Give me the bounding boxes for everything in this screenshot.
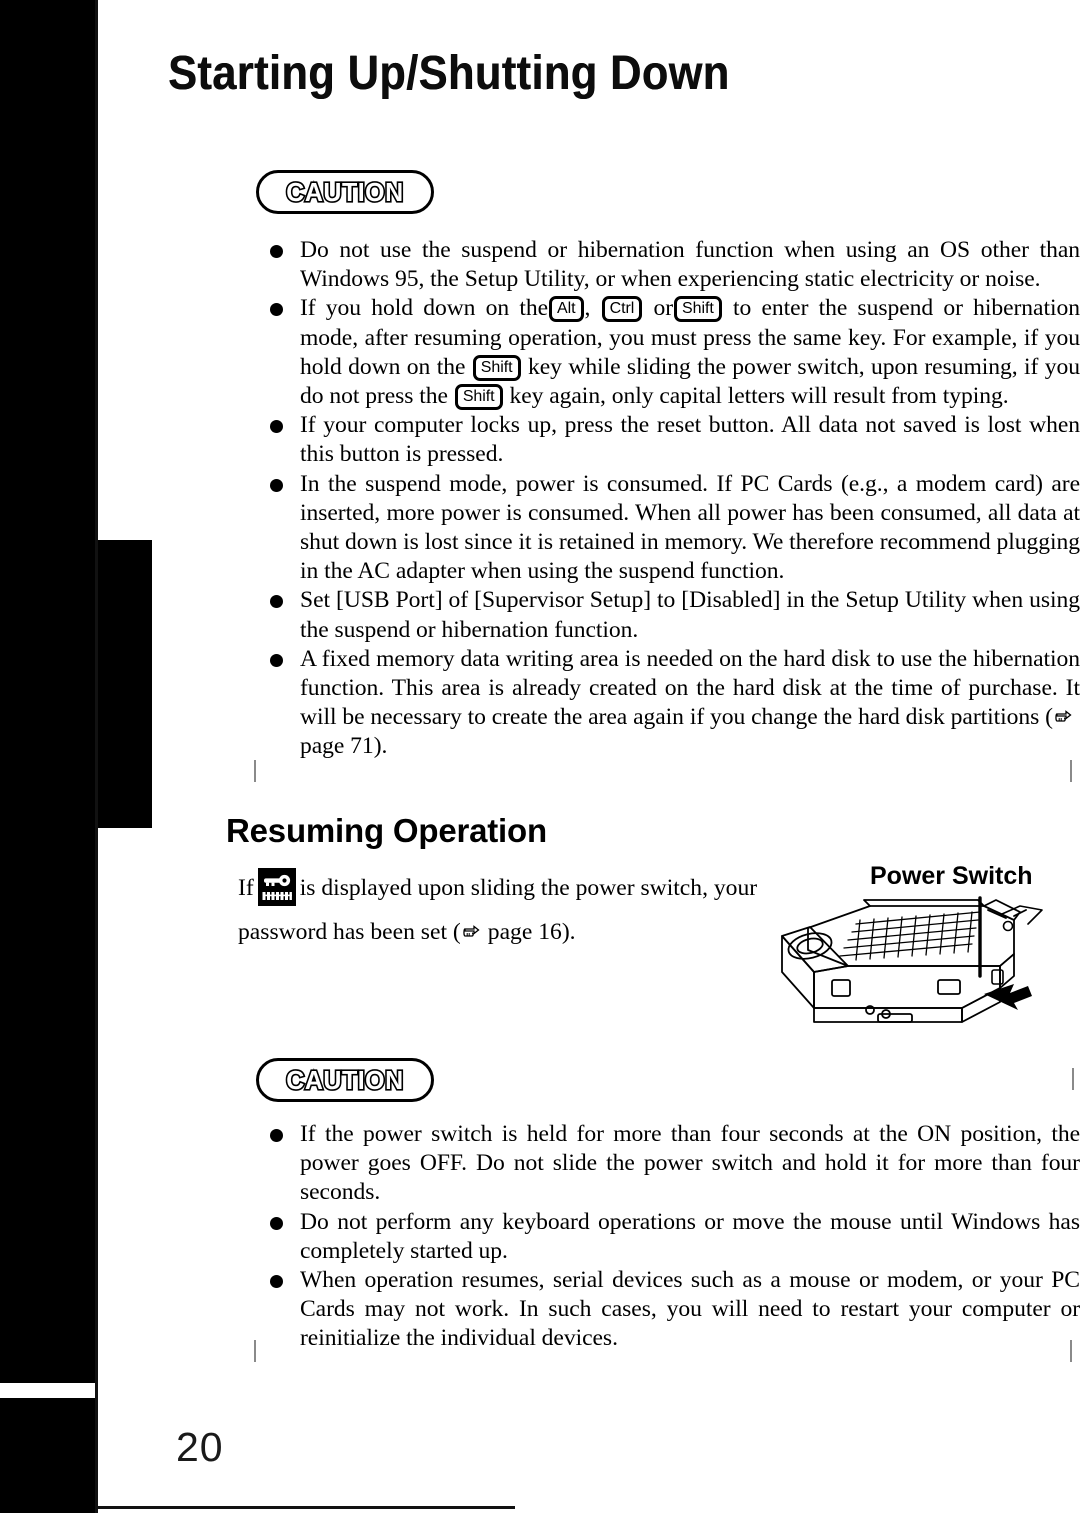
caution-top-item-2-part-b: ,	[584, 295, 591, 322]
caution-bottom-list	[264, 1120, 1080, 1354]
bullet-dot-icon	[270, 1275, 283, 1288]
bullet-dot-icon	[270, 420, 283, 433]
scan-tick-mark	[1070, 1340, 1072, 1362]
caution-badge-bottom	[256, 1058, 434, 1102]
power-switch-callout-label: Power Switch	[870, 862, 1033, 890]
caution-top-item-3	[264, 411, 1080, 469]
left-binding-margin-lower	[0, 1398, 95, 1513]
caution-badge-top-label: CAUTION	[286, 178, 404, 208]
chapter-thumb-tab	[98, 540, 152, 828]
caution-top-item-4	[264, 470, 1080, 587]
caution-top-item-2-part-d: to enter the suspend or hibernation mode, after resuming operation, you must press the same key. For example, if you hold down on the	[300, 295, 1080, 380]
pointing-hand-icon	[1055, 710, 1079, 725]
resuming-text-b: is displayed upon sliding the power switch, your password has been set (	[238, 875, 758, 945]
power-switch-illustration	[752, 862, 1080, 1067]
page-title: Starting Up/Shutting Down	[168, 44, 730, 100]
caution-bottom-item-1	[264, 1120, 1080, 1208]
bullet-dot-icon	[270, 654, 283, 667]
caution-badge-top	[256, 170, 434, 214]
left-binding-margin	[0, 0, 95, 1383]
caution-top-item-2-part-a: If you hold down on the	[300, 295, 548, 322]
bullet-dot-icon	[270, 1217, 283, 1230]
pointing-hand-icon	[463, 925, 487, 940]
bullet-dot-icon	[270, 1129, 283, 1142]
caution-top-item-5-text: Set [USB Port] of [Supervisor Setup] to [Disabled] in the Setup Utility when using the suspend or hibernation function.	[300, 587, 1080, 643]
caution-top-item-6	[264, 645, 1080, 762]
caution-top-item-4-text: In the suspend mode, power is consumed. If PC Cards (e.g., a modem card) are inserted, more power is consumed. When all power has been consumed, all data at shut down is lost since it is retained in memory. We therefore recommend plugging in the AC adapter when using the suspend function.	[300, 470, 1080, 585]
scan-tick-mark	[1072, 1068, 1074, 1090]
caution-top-item-2-part-e: key while sliding the power switch, upon resuming, if you do not press the	[300, 353, 1080, 410]
resuming-text-a: If	[238, 875, 254, 901]
laptop-line-drawing	[752, 862, 1080, 1067]
bullet-dot-icon	[270, 479, 283, 492]
resuming-text-c: ).	[561, 919, 576, 945]
caution-bottom-item-2-text: Do not perform any keyboard operations or move the mouse until Windows has completely started up.	[300, 1208, 1080, 1264]
caution-top-item-3-text: If your computer locks up, press the reset button. All data not saved is lost when this button is pressed.	[300, 412, 1080, 468]
caution-top-item-6-part-b: ).	[373, 733, 388, 760]
page-number: 20	[176, 1424, 224, 1470]
caution-top-item-6-part-a: A fixed memory data writing area is needed on the hard disk to use the hibernation function. This area is already created on the hard disk at the time of purchase. It will be necessary to create the area again if you change the hard disk partitions (	[300, 645, 1080, 731]
bullet-dot-icon	[270, 303, 283, 316]
caution-top-list	[264, 236, 1080, 762]
caution-top-item-5	[264, 586, 1080, 644]
caution-badge-bottom-label: CAUTION	[286, 1066, 404, 1096]
caution-top-item-1	[264, 236, 1080, 294]
keycap-shift-3: Shift	[455, 384, 503, 410]
keycap-shift-1: Shift	[674, 296, 722, 322]
scan-tick-mark	[254, 760, 256, 782]
bullet-dot-icon	[270, 595, 283, 608]
resuming-page-ref: page 16	[487, 919, 562, 945]
caution-bottom-item-1-text: If the power switch is held for more than four seconds at the ON position, the power goes OFF. Do not slide the power switch and hold it for more than four seconds.	[300, 1121, 1080, 1206]
keycap-alt: Alt	[549, 296, 584, 322]
caution-top-item-6-page-ref: page 71	[300, 733, 374, 760]
resuming-paragraph	[238, 866, 798, 954]
keycap-ctrl: Ctrl	[602, 296, 643, 322]
caution-top-item-2-part-f: key again, only capital letters will result from typing.	[509, 383, 1009, 410]
caution-top-item-2	[264, 294, 1080, 411]
caution-bottom-item-3	[264, 1266, 1080, 1354]
page-content	[160, 0, 1080, 1513]
keycap-shift-2: Shift	[473, 355, 521, 381]
scan-tick-mark	[254, 1340, 256, 1362]
caution-top-item-2-part-c: or	[653, 295, 674, 322]
scan-tick-mark	[1070, 760, 1072, 782]
caution-top-item-1-text: Do not use the suspend or hibernation function when using an OS other than Windows 95, the Setup Utility, or when experiencing static electricity or noise.	[300, 237, 1080, 293]
caution-bottom-item-2	[264, 1208, 1080, 1266]
password-key-icon	[258, 868, 296, 906]
bullet-dot-icon	[270, 245, 283, 258]
caution-bottom-item-3-text: When operation resumes, serial devices such as a mouse or modem, or your PC Cards may not work. In such cases, you will need to restart your computer or reinitialize the individual devices.	[300, 1267, 1080, 1352]
section-heading-resuming-operation: Resuming Operation	[226, 812, 547, 849]
